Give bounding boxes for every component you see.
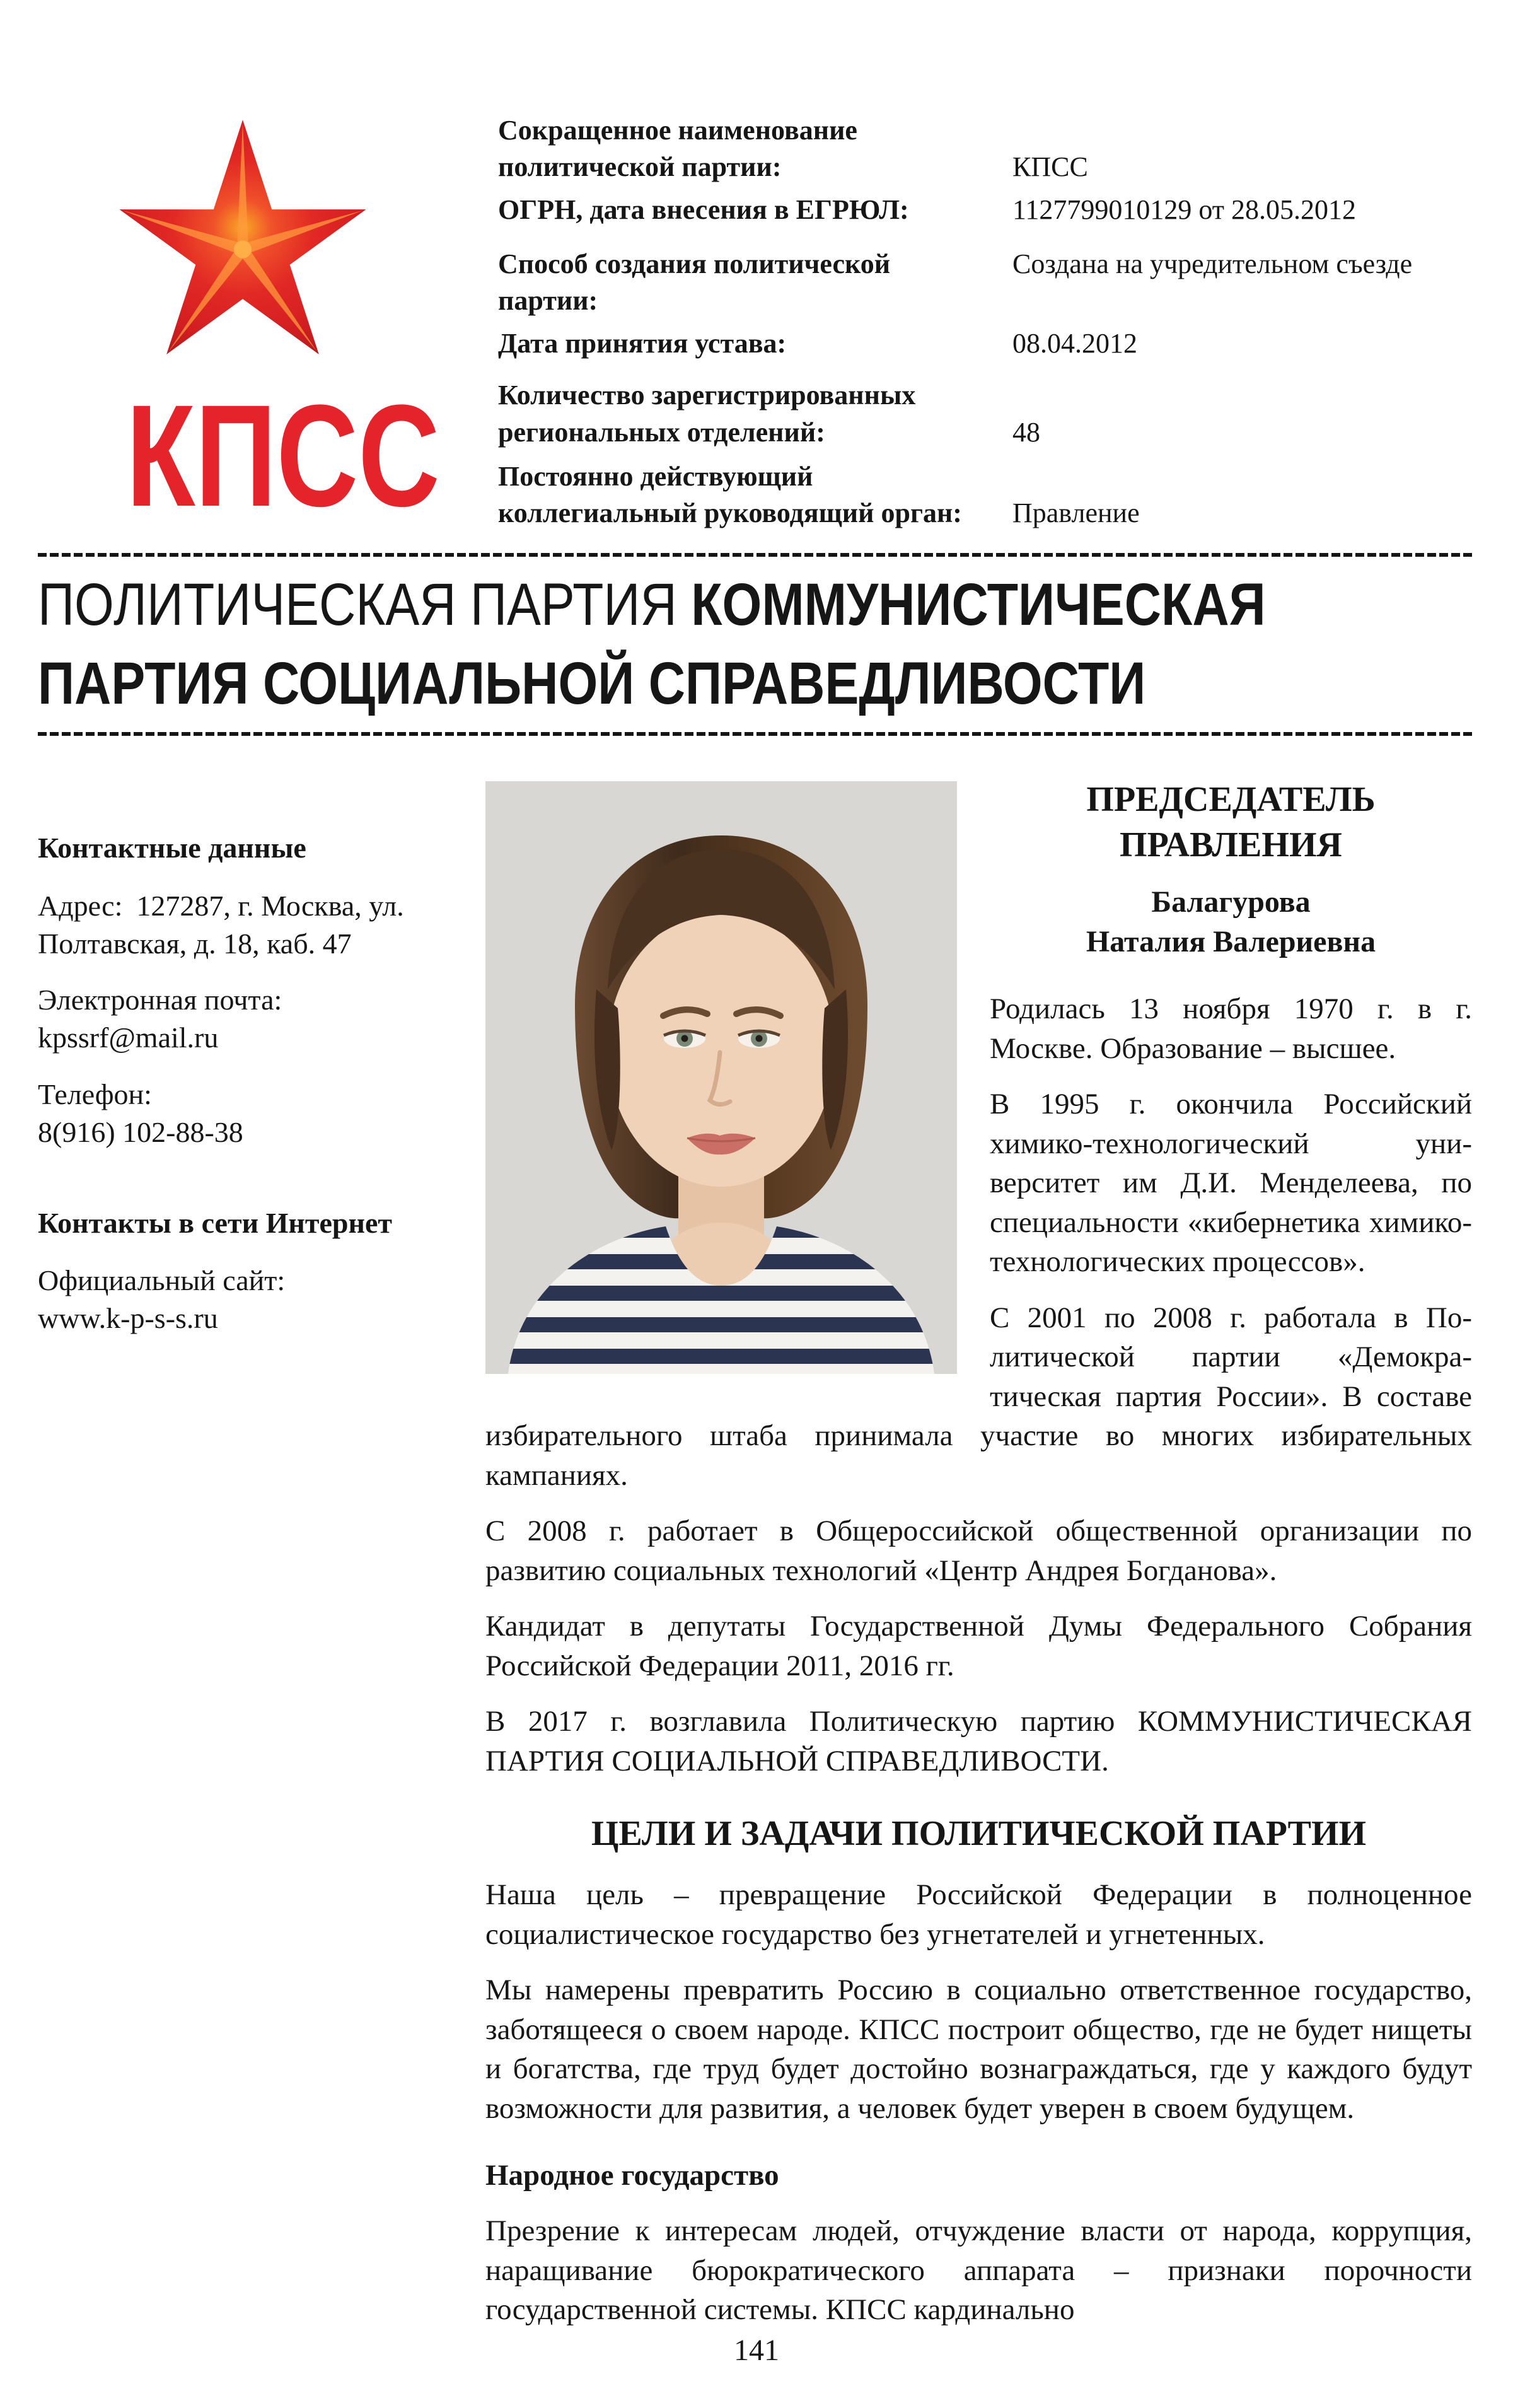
info-value: Правление — [1012, 497, 1140, 528]
chairman-given-names: Наталия Валериевна — [1086, 924, 1376, 958]
info-row-governing-body — [498, 458, 1471, 532]
bio-paragraph: Родилась 13 ноября 1970 г. в г. Москве. Образование – высшее. — [990, 992, 1472, 1065]
info-row-regional-branches — [498, 377, 1471, 450]
email-item — [38, 981, 441, 1057]
info-value: КПСС — [1012, 151, 1088, 183]
page-title-line-2: ПАРТИЯ СОЦИАЛЬНОЙ СПРАВЕДЛИВОСТИ — [38, 650, 1146, 717]
email-label: Электронная почта: — [38, 984, 282, 1016]
red-star-icon — [107, 115, 378, 359]
info-row-ogrn — [498, 192, 1471, 228]
title-bold-part: КОММУНИСТИЧЕСКАЯ — [691, 571, 1266, 638]
info-value: 08.04.2012 — [1012, 328, 1137, 359]
address-item — [38, 887, 441, 963]
portrait-photo — [485, 781, 957, 1374]
main-content — [0, 777, 1513, 2330]
website-item — [38, 1262, 441, 1337]
star-rays — [121, 124, 364, 355]
star-center-glow — [234, 241, 252, 259]
info-value: Создана на учредительном съезде — [1012, 248, 1413, 280]
page-title-line-1 — [38, 566, 1292, 644]
info-value: 48 — [1012, 416, 1040, 448]
phone-item — [38, 1076, 441, 1151]
party-logo — [93, 115, 440, 537]
goals-subheading: Народное государство — [485, 2159, 779, 2192]
address-label: Адрес: — [38, 889, 123, 922]
bio-paragraph: С 2001 по 2008 г. работала в Политической партии «Демократическая партия России». В составе избирательного штаба принимала участие во многих избирательных кампаниях. — [485, 1301, 1472, 1492]
internet-contacts-heading: Контакты в сети Интернет — [38, 1206, 392, 1239]
dashed-divider-top — [38, 553, 1475, 557]
bio-paragraph: С 2008 г. работает в Общероссийской общественной организации по развитию социальных технологий «Центр Андрея Богданова». — [485, 1515, 1472, 1587]
goals-paragraph: Презрение к интересам людей, отчуждение власти от народа, коррупция, наращивание бюрократического аппарата – признаки порочности государственной системы. КПСС кардинально — [485, 2214, 1472, 2327]
info-row-creation — [498, 246, 1471, 319]
website-value: www.k-p-s-s.ru — [38, 1302, 218, 1335]
info-label: Дата принятия устава: — [498, 328, 787, 359]
chairman-post-line-2: ПРАВЛЕНИЯ — [1120, 825, 1342, 864]
page-title — [38, 566, 1292, 723]
contacts-heading: Контактные данные — [38, 832, 306, 864]
dashed-divider-bottom — [38, 732, 1475, 736]
info-label: ОГРН, дата внесения в ЕГРЮЛ: — [498, 194, 909, 226]
page-number: 141 — [734, 2334, 779, 2367]
info-label: Количество зарегистрированных региональных отделений: — [498, 380, 916, 448]
chairman-post-line-1: ПРЕДСЕДАТЕЛЬ — [1086, 780, 1376, 819]
info-value: 1127799010129 от 28.05.2012 — [1012, 194, 1357, 226]
phone-value: 8(916) 102-88-38 — [38, 1115, 243, 1148]
goals-paragraph: Наша цель – превращение Российской Федерации в полноценное социалистическое государство без угнетателей и угнетенных. — [485, 1878, 1472, 1951]
header — [0, 0, 1513, 553]
pupil-left — [681, 1035, 688, 1042]
bio-paragraph: В 1995 г. окончила Российский химико-технологический университет им Д.И. Менделеева, по специальности «кибернетика химико-технологических процессов». — [990, 1088, 1472, 1279]
contacts-panel — [38, 829, 441, 1356]
website-label: Официальный сайт: — [38, 1264, 286, 1297]
party-info-table — [498, 112, 1471, 532]
info-label: Способ создания политической партии: — [498, 248, 891, 317]
pupil-right — [756, 1035, 763, 1042]
phone-label: Телефон: — [38, 1078, 152, 1110]
title-regular-part: ПОЛИТИЧЕСКАЯ ПАРТИЯ — [38, 571, 677, 638]
bio-paragraph: В 2017 г. возглавила Политическую партию КОММУНИСТИЧЕСКАЯ ПАРТИЯ СОЦИАЛЬНОЙ СПРАВЕДЛИВОСТИ. — [485, 1705, 1472, 1777]
address-value: 127287, г. Москва, ул. Полтавская, д. 18, каб. 47 — [38, 889, 404, 960]
chairman-surname: Балагурова — [1151, 885, 1311, 919]
info-row-charter-date — [498, 325, 1471, 362]
info-row-short-name — [498, 112, 1471, 185]
bio-paragraph: Кандидат в депутаты Государственной Думы Федерального Собрания Российской Федерации 2011, 2016 гг. — [485, 1610, 1472, 1682]
info-label: Постоянно действующий коллегиальный руководящий орган: — [498, 460, 962, 528]
goals-section-heading: ЦЕЛИ И ЗАДАЧИ ПОЛИТИЧЕСКОЙ ПАРТИИ — [591, 1814, 1367, 1854]
logo-text: КПСС — [126, 375, 440, 537]
goals-paragraph: Мы намерены превратить Россию в социально ответственное государство, заботящееся о своем народе. КПСС построит общество, где не будет нищеты и богатства, где труд будет достойно вознаграждаться, где у каждого будут возможности для развития, а человек будет уверен в своем будущем. — [485, 1974, 1472, 2125]
chairman-bio-section — [485, 777, 1472, 2330]
info-label: Сокращенное наименование политической партии: — [498, 115, 857, 183]
email-value: kpssrf@mail.ru — [38, 1021, 219, 1054]
